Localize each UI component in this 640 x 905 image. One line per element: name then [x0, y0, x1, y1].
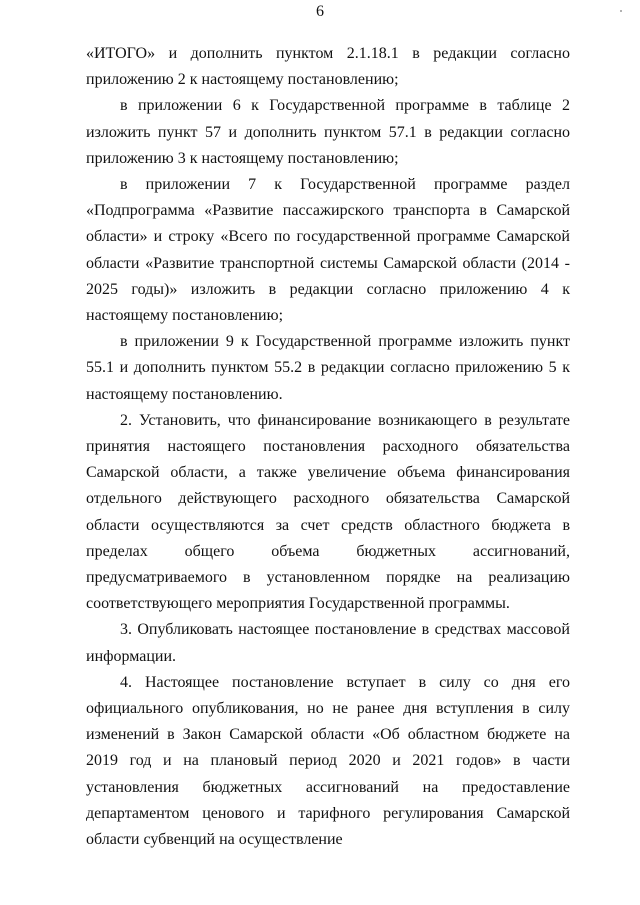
paragraph-appendix-7: в приложении 7 к Государственной программе раздел «Подпрограмма «Развитие пассажирского транспорта в Самарской области» и строку «Всего по государственной программе Самарской области «Развитие транспортной системы Самарской области (2014 - 2025 годы)» изложить в редакции согласно приложению 4 к настоящему постановлению; — [86, 176, 570, 325]
paragraph-appendix-9: в приложении 9 к Государственной программе изложить пункт 55.1 и дополнить пунктом 55.2 в редакции согласно приложению 5 к настоящему постановлению. — [86, 333, 570, 403]
paragraph-appendix-6: в приложении 6 к Государственной программе в таблице 2 изложить пункт 57 и дополнить пунктом 57.1 в редакции согласно приложению 3 к настоящему постановлению; — [86, 97, 570, 167]
paragraph-item-4: 4. Настоящее постановление вступает в силу со дня его официального опубликования, но не ранее дня вступления в силу изменений в Закон Самарской области «Об областном бюджете на 2019 год и на плановый период 2020 и 2021 годов» в части установления бюджетных ассигнований на предоставление департаментом ценового и тарифного регулирования Самарской области субвенций на осуществление — [86, 673, 570, 849]
document-body — [86, 41, 570, 853]
paragraph-continuation: «ИТОГО» и дополнить пунктом 2.1.18.1 в редакции согласно приложению 2 к настоящему постановлению; — [86, 45, 570, 89]
paragraph-item-3: 3. Опубликовать настоящее постановление в средствах массовой информации. — [86, 621, 570, 665]
scan-artifact-dot — [620, 10, 622, 12]
page-number: 6 — [316, 3, 324, 20]
paragraph-item-2: 2. Установить, что финансирование возникающего в результате принятия настоящего постановления расходного обязательства Самарской области, а также увеличение объема финансирования отдельного действующего расходного обязательства Самарской области осуществляются за счет средств областного бюджета в пределах общего объема бюджетных ассигнований, предусматриваемого в установленном порядке на реализацию соответствующего мероприятия Государственной программы. — [86, 411, 570, 613]
